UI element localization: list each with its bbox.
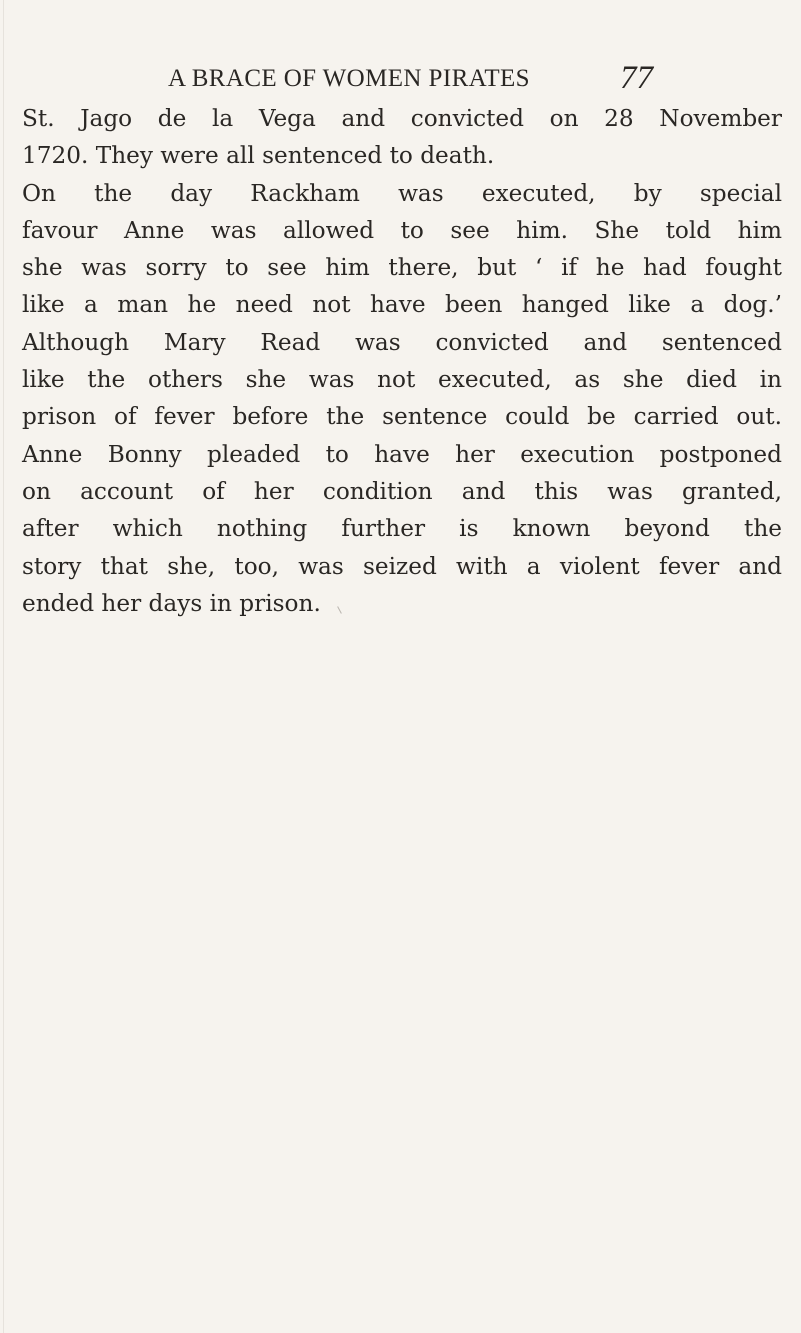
text-line: prison of fever before the sentence could be carried out. bbox=[22, 403, 782, 431]
page-gutter-edge bbox=[3, 0, 4, 1333]
text-line: like the others she was not executed, as she died in bbox=[22, 366, 782, 394]
body-text bbox=[22, 100, 782, 622]
text-line: she was sorry to see him there, but ‘ if he had fought bbox=[22, 254, 782, 282]
text-line: like a man he need not have been hanged like a dog.’ bbox=[22, 291, 782, 319]
text-line: on account of her condition and this was granted, bbox=[22, 477, 782, 505]
text-line: On the day Rackham was executed, by special bbox=[22, 179, 782, 207]
text-line: St. Jago de la Vega and convicted on 28 November bbox=[22, 105, 782, 132]
text-line: after which nothing further is known beyond the bbox=[22, 515, 782, 543]
page-number: 77 bbox=[620, 60, 653, 96]
text-line: Anne Bonny pleaded to have her execution postponed bbox=[22, 440, 782, 468]
text-line: 1720. They were all sentenced to death. bbox=[22, 142, 495, 170]
text-line: ended her days in prison. bbox=[22, 589, 321, 617]
text-line: favour Anne was allowed to see him. She told him bbox=[22, 216, 782, 244]
text-line: Although Mary Read was convicted and sentenced bbox=[22, 328, 782, 356]
running-title: A BRACE OF WOMEN PIRATES bbox=[168, 65, 530, 92]
running-head bbox=[0, 62, 801, 96]
text-line: story that she, too, was seized with a violent fever and bbox=[22, 552, 782, 580]
